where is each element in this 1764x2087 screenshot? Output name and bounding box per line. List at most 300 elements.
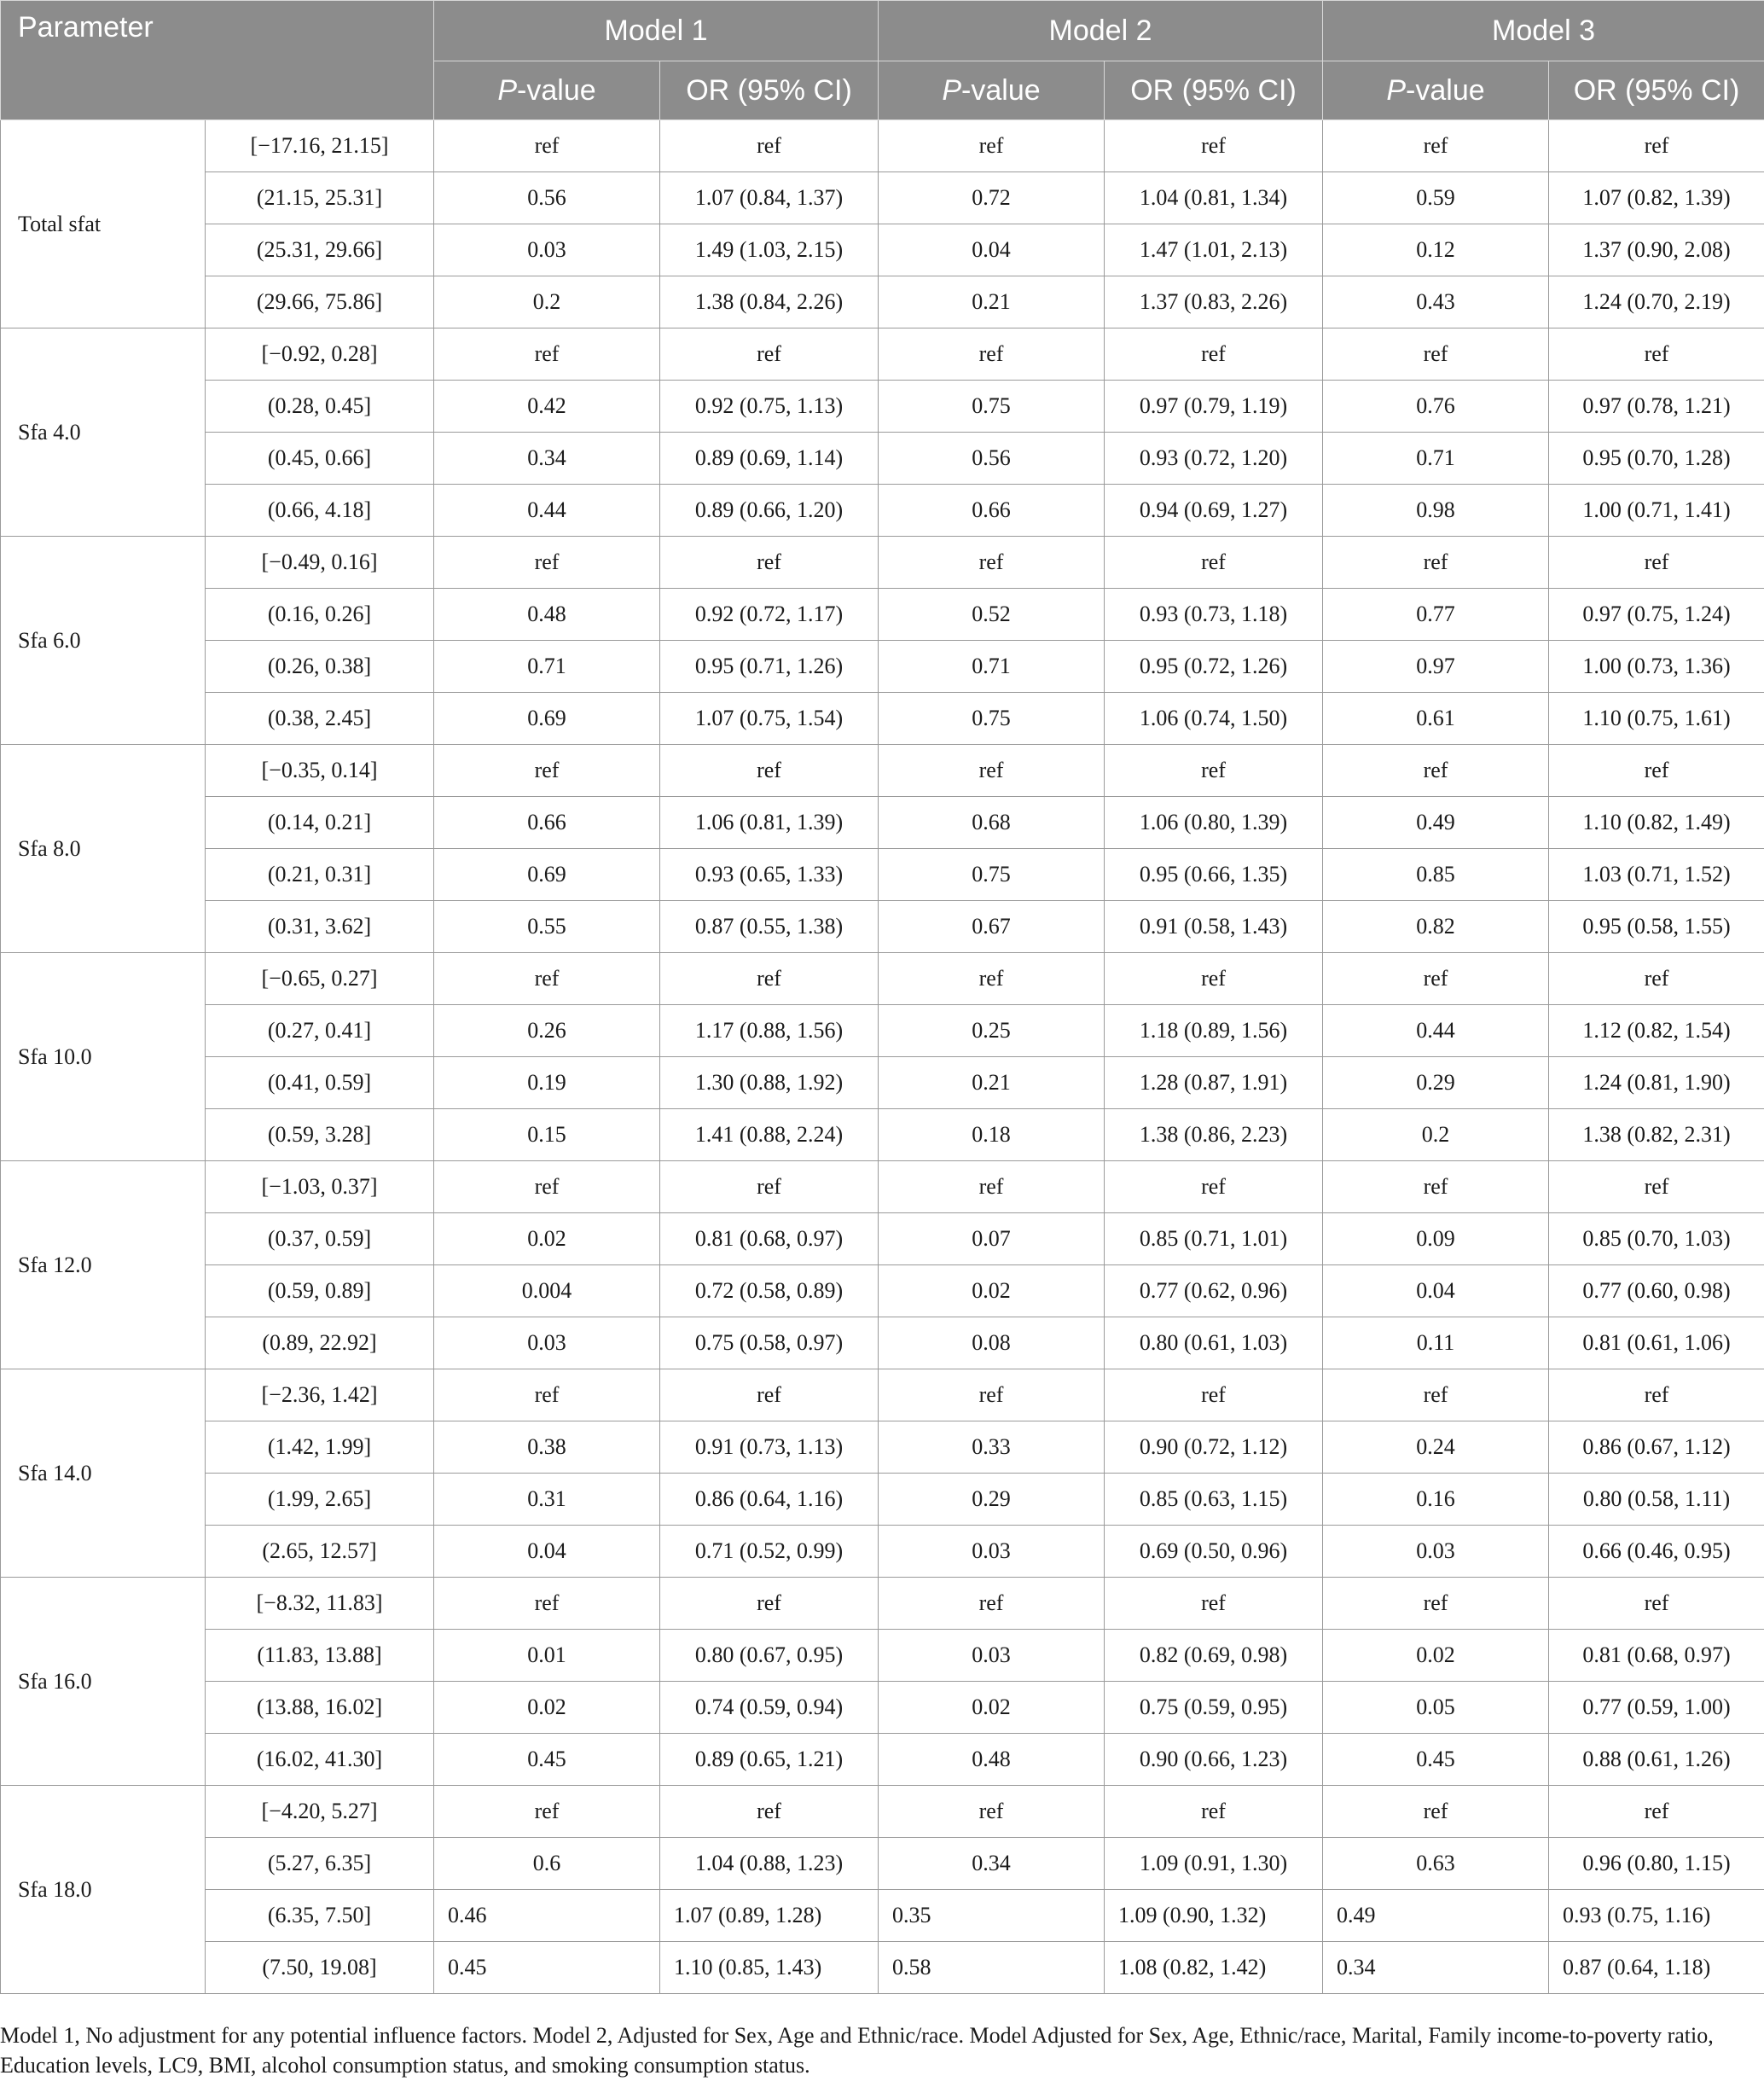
or-ci-cell: 1.30 (0.88, 1.92) — [660, 1057, 879, 1109]
header-pvalue: P-value — [879, 61, 1105, 120]
table-body — [1, 120, 1764, 1994]
range-cell: (0.16, 0.26] — [206, 589, 434, 641]
or-ci-cell: 0.95 (0.66, 1.35) — [1105, 849, 1323, 901]
or-ci-cell: 0.85 (0.71, 1.01) — [1105, 1213, 1323, 1265]
or-ci-cell: 0.75 (0.58, 0.97) — [660, 1317, 879, 1369]
table-row — [1, 745, 1764, 797]
or-ci-cell: 0.89 (0.66, 1.20) — [660, 485, 879, 537]
range-cell: [−1.03, 0.37] — [206, 1161, 434, 1213]
pvalue-cell: ref — [434, 1369, 660, 1421]
or-ci-cell: 0.89 (0.69, 1.14) — [660, 433, 879, 485]
or-ci-cell: 0.82 (0.69, 0.98) — [1105, 1630, 1323, 1682]
table-header — [1, 1, 1764, 120]
header-or-ci: OR (95% CI) — [1549, 61, 1764, 120]
or-ci-cell: ref — [1105, 120, 1323, 172]
or-ci-cell: 0.81 (0.68, 0.97) — [1549, 1630, 1764, 1682]
or-ci-cell: 1.37 (0.90, 2.08) — [1549, 224, 1764, 276]
or-ci-cell: 0.96 (0.80, 1.15) — [1549, 1838, 1764, 1890]
pvalue-cell: 0.21 — [879, 1057, 1105, 1109]
pvalue-cell: 0.44 — [1323, 1005, 1549, 1057]
pvalue-cell: 0.82 — [1323, 901, 1549, 953]
or-ci-cell: 0.85 (0.63, 1.15) — [1105, 1474, 1323, 1526]
pvalue-cell: 0.46 — [434, 1890, 660, 1942]
pvalue-cell: 0.76 — [1323, 381, 1549, 433]
table-row — [1, 1005, 1764, 1057]
or-ci-cell: 0.90 (0.66, 1.23) — [1105, 1734, 1323, 1786]
range-cell: [−8.32, 11.83] — [206, 1578, 434, 1630]
or-ci-cell: 1.03 (0.71, 1.52) — [1549, 849, 1764, 901]
pvalue-cell: 0.08 — [879, 1317, 1105, 1369]
table-row — [1, 328, 1764, 381]
pvalue-cell: 0.02 — [434, 1682, 660, 1734]
or-ci-cell: ref — [1549, 1161, 1764, 1213]
or-ci-cell: 0.81 (0.68, 0.97) — [660, 1213, 879, 1265]
pvalue-cell: 0.85 — [1323, 849, 1549, 901]
table-row — [1, 433, 1764, 485]
range-cell: (5.27, 6.35] — [206, 1838, 434, 1890]
or-ci-cell: 1.07 (0.82, 1.39) — [1549, 172, 1764, 224]
or-ci-cell: 1.12 (0.82, 1.54) — [1549, 1005, 1764, 1057]
range-cell: [−0.35, 0.14] — [206, 745, 434, 797]
pvalue-cell: 0.49 — [1323, 797, 1549, 849]
or-ci-cell: ref — [1105, 953, 1323, 1005]
or-ci-cell: 0.74 (0.59, 0.94) — [660, 1682, 879, 1734]
or-ci-cell: 0.87 (0.55, 1.38) — [660, 901, 879, 953]
header-model-3: Model 3 — [1323, 1, 1764, 61]
or-ci-cell: 1.06 (0.80, 1.39) — [1105, 797, 1323, 849]
pvalue-cell: 0.34 — [434, 433, 660, 485]
pvalue-cell: 0.16 — [1323, 1474, 1549, 1526]
or-ci-cell: ref — [660, 1578, 879, 1630]
group-label: Sfa 16.0 — [1, 1578, 206, 1786]
or-ci-cell: 0.92 (0.72, 1.17) — [660, 589, 879, 641]
or-ci-cell: 0.91 (0.73, 1.13) — [660, 1421, 879, 1474]
table-row — [1, 381, 1764, 433]
pvalue-cell: ref — [434, 537, 660, 589]
pvalue-cell: 0.77 — [1323, 589, 1549, 641]
range-cell: [−4.20, 5.27] — [206, 1786, 434, 1838]
pvalue-cell: 0.2 — [1323, 1109, 1549, 1161]
pvalue-cell: 0.24 — [1323, 1421, 1549, 1474]
header-model-1: Model 1 — [434, 1, 879, 61]
pvalue-cell: ref — [879, 1578, 1105, 1630]
range-cell: (0.59, 3.28] — [206, 1109, 434, 1161]
range-cell: (0.89, 22.92] — [206, 1317, 434, 1369]
pvalue-cell: 0.49 — [1323, 1890, 1549, 1942]
range-cell: (21.15, 25.31] — [206, 172, 434, 224]
pvalue-cell: 0.67 — [879, 901, 1105, 953]
or-ci-cell: 0.88 (0.61, 1.26) — [1549, 1734, 1764, 1786]
header-or-ci: OR (95% CI) — [1105, 61, 1323, 120]
or-ci-cell: 1.37 (0.83, 2.26) — [1105, 276, 1323, 328]
pvalue-cell: 0.71 — [434, 641, 660, 693]
header-model-2: Model 2 — [879, 1, 1323, 61]
range-cell: [−0.92, 0.28] — [206, 328, 434, 381]
or-ci-cell: ref — [1105, 328, 1323, 381]
table-row — [1, 1421, 1764, 1474]
or-ci-cell: 0.80 (0.58, 1.11) — [1549, 1474, 1764, 1526]
table-row — [1, 1734, 1764, 1786]
range-cell: (25.31, 29.66] — [206, 224, 434, 276]
pvalue-cell: 0.15 — [434, 1109, 660, 1161]
group-label: Sfa 18.0 — [1, 1786, 206, 1994]
or-ci-cell: ref — [1105, 1786, 1323, 1838]
pvalue-cell: ref — [434, 1161, 660, 1213]
group-label: Sfa 4.0 — [1, 328, 206, 537]
header-parameter: Parameter — [1, 1, 434, 120]
pvalue-cell: ref — [434, 1578, 660, 1630]
pvalue-cell: 0.71 — [1323, 433, 1549, 485]
pvalue-cell: 0.61 — [1323, 693, 1549, 745]
pvalue-cell: 0.31 — [434, 1474, 660, 1526]
or-ci-cell: ref — [660, 1369, 879, 1421]
header-pvalue: P-value — [434, 61, 660, 120]
pvalue-cell: 0.01 — [434, 1630, 660, 1682]
table-row — [1, 1161, 1764, 1213]
pvalue-cell: 0.34 — [879, 1838, 1105, 1890]
table-row — [1, 1682, 1764, 1734]
pvalue-cell: 0.25 — [879, 1005, 1105, 1057]
or-ci-cell: 0.94 (0.69, 1.27) — [1105, 485, 1323, 537]
or-ci-cell: 0.77 (0.62, 0.96) — [1105, 1265, 1323, 1317]
pvalue-cell: ref — [879, 1369, 1105, 1421]
pvalue-cell: 0.48 — [879, 1734, 1105, 1786]
or-ci-cell: 1.24 (0.70, 2.19) — [1549, 276, 1764, 328]
pvalue-cell: ref — [879, 1161, 1105, 1213]
pvalue-cell: 0.18 — [879, 1109, 1105, 1161]
pvalue-cell: 0.29 — [879, 1474, 1105, 1526]
or-ci-cell: 0.69 (0.50, 0.96) — [1105, 1526, 1323, 1578]
table-row — [1, 953, 1764, 1005]
or-ci-cell: ref — [1549, 1578, 1764, 1630]
or-ci-cell: ref — [1105, 1369, 1323, 1421]
pvalue-cell: 0.69 — [434, 693, 660, 745]
pvalue-cell: 0.004 — [434, 1265, 660, 1317]
or-ci-cell: 0.95 (0.71, 1.26) — [660, 641, 879, 693]
pvalue-cell: ref — [879, 120, 1105, 172]
or-ci-cell: 1.07 (0.75, 1.54) — [660, 693, 879, 745]
or-ci-cell: 0.86 (0.67, 1.12) — [1549, 1421, 1764, 1474]
or-ci-cell: 1.24 (0.81, 1.90) — [1549, 1057, 1764, 1109]
table-row — [1, 1942, 1764, 1994]
range-cell: (0.28, 0.45] — [206, 381, 434, 433]
pvalue-cell: 0.04 — [434, 1526, 660, 1578]
table-row — [1, 901, 1764, 953]
or-ci-cell: 1.04 (0.88, 1.23) — [660, 1838, 879, 1890]
group-label: Sfa 6.0 — [1, 537, 206, 745]
group-label: Sfa 14.0 — [1, 1369, 206, 1578]
or-ci-cell: 1.49 (1.03, 2.15) — [660, 224, 879, 276]
or-ci-cell: ref — [1105, 1578, 1323, 1630]
pvalue-cell: 0.69 — [434, 849, 660, 901]
pvalue-cell: 0.04 — [1323, 1265, 1549, 1317]
pvalue-cell: 0.56 — [879, 433, 1105, 485]
range-cell: (13.88, 16.02] — [206, 1682, 434, 1734]
pvalue-cell: 0.03 — [1323, 1526, 1549, 1578]
header-or-ci: OR (95% CI) — [660, 61, 879, 120]
pvalue-cell: 0.34 — [1323, 1942, 1549, 1994]
table-row — [1, 1265, 1764, 1317]
group-label: Total sfat — [1, 120, 206, 328]
or-ci-cell: 0.66 (0.46, 0.95) — [1549, 1526, 1764, 1578]
range-cell: (16.02, 41.30] — [206, 1734, 434, 1786]
or-ci-cell: ref — [1549, 953, 1764, 1005]
or-ci-cell: 1.09 (0.91, 1.30) — [1105, 1838, 1323, 1890]
range-cell: (1.42, 1.99] — [206, 1421, 434, 1474]
or-ci-cell: 0.80 (0.67, 0.95) — [660, 1630, 879, 1682]
or-ci-cell: 1.00 (0.73, 1.36) — [1549, 641, 1764, 693]
table-row — [1, 1369, 1764, 1421]
pvalue-cell: 0.02 — [1323, 1630, 1549, 1682]
or-ci-cell: 1.07 (0.84, 1.37) — [660, 172, 879, 224]
pvalue-cell: 0.35 — [879, 1890, 1105, 1942]
or-ci-cell: ref — [1549, 328, 1764, 381]
or-ci-cell: 0.97 (0.75, 1.24) — [1549, 589, 1764, 641]
pvalue-cell: 0.72 — [879, 172, 1105, 224]
table-row — [1, 849, 1764, 901]
or-ci-cell: 1.17 (0.88, 1.56) — [660, 1005, 879, 1057]
range-cell: (7.50, 19.08] — [206, 1942, 434, 1994]
or-ci-cell: 1.38 (0.86, 2.23) — [1105, 1109, 1323, 1161]
or-ci-cell: 0.97 (0.79, 1.19) — [1105, 381, 1323, 433]
or-ci-cell: 0.93 (0.72, 1.20) — [1105, 433, 1323, 485]
range-cell: [−17.16, 21.15] — [206, 120, 434, 172]
pvalue-cell: 0.56 — [434, 172, 660, 224]
pvalue-cell: ref — [434, 120, 660, 172]
table-row — [1, 1109, 1764, 1161]
range-cell: (0.14, 0.21] — [206, 797, 434, 849]
or-ci-cell: 0.72 (0.58, 0.89) — [660, 1265, 879, 1317]
or-ci-cell: 0.90 (0.72, 1.12) — [1105, 1421, 1323, 1474]
or-ci-cell: ref — [660, 1786, 879, 1838]
table-row — [1, 641, 1764, 693]
or-ci-cell: 0.93 (0.65, 1.33) — [660, 849, 879, 901]
range-cell: (0.31, 3.62] — [206, 901, 434, 953]
or-ci-cell: 1.10 (0.75, 1.61) — [1549, 693, 1764, 745]
or-ci-cell: 1.28 (0.87, 1.91) — [1105, 1057, 1323, 1109]
group-label: Sfa 12.0 — [1, 1161, 206, 1369]
or-ci-cell: 0.97 (0.78, 1.21) — [1549, 381, 1764, 433]
pvalue-cell: 0.75 — [879, 381, 1105, 433]
or-ci-cell: ref — [1549, 120, 1764, 172]
pvalue-cell: 0.02 — [879, 1265, 1105, 1317]
or-ci-cell: 1.06 (0.74, 1.50) — [1105, 693, 1323, 745]
range-cell: (0.41, 0.59] — [206, 1057, 434, 1109]
pvalue-cell: ref — [1323, 537, 1549, 589]
table-footnote: Model 1, No adjustment for any potential influence factors. Model 2, Adjusted for Sex, Age and Ethnic/race. Model Adjusted for Sex, Age, Ethnic/race, Marital, Family income-to-poverty ratio, Education levels, LC9, BMI, alcohol consumption status, and smoking consumption status. — [0, 2023, 1714, 2078]
or-ci-cell: 1.38 (0.84, 2.26) — [660, 276, 879, 328]
range-cell: [−0.65, 0.27] — [206, 953, 434, 1005]
or-ci-cell: 0.95 (0.70, 1.28) — [1549, 433, 1764, 485]
pvalue-cell: ref — [1323, 1369, 1549, 1421]
pvalue-cell: 0.68 — [879, 797, 1105, 849]
or-ci-cell: 1.47 (1.01, 2.13) — [1105, 224, 1323, 276]
header-pvalue: P-value — [1323, 61, 1549, 120]
or-ci-cell: 1.10 (0.85, 1.43) — [660, 1942, 879, 1994]
table-row — [1, 1057, 1764, 1109]
table-row — [1, 1578, 1764, 1630]
table-row — [1, 172, 1764, 224]
range-cell: (0.37, 0.59] — [206, 1213, 434, 1265]
or-ci-cell: ref — [1105, 1161, 1323, 1213]
or-ci-cell: 0.89 (0.65, 1.21) — [660, 1734, 879, 1786]
pvalue-cell: 0.43 — [1323, 276, 1549, 328]
or-ci-cell: ref — [1105, 537, 1323, 589]
or-ci-cell: 0.87 (0.64, 1.18) — [1549, 1942, 1764, 1994]
pvalue-cell: 0.21 — [879, 276, 1105, 328]
pvalue-cell: 0.03 — [879, 1630, 1105, 1682]
pvalue-cell: 0.29 — [1323, 1057, 1549, 1109]
or-ci-cell: 0.77 (0.60, 0.98) — [1549, 1265, 1764, 1317]
pvalue-cell: 0.6 — [434, 1838, 660, 1890]
or-ci-cell: 0.77 (0.59, 1.00) — [1549, 1682, 1764, 1734]
table-row — [1, 1786, 1764, 1838]
pvalue-cell: 0.63 — [1323, 1838, 1549, 1890]
pvalue-cell: ref — [1323, 328, 1549, 381]
or-ci-cell: ref — [1549, 745, 1764, 797]
pvalue-cell: ref — [1323, 953, 1549, 1005]
pvalue-cell: 0.58 — [879, 1942, 1105, 1994]
or-ci-cell: 0.75 (0.59, 0.95) — [1105, 1682, 1323, 1734]
table-row — [1, 1474, 1764, 1526]
group-label: Sfa 8.0 — [1, 745, 206, 953]
range-cell: (0.66, 4.18] — [206, 485, 434, 537]
or-ci-cell: 0.81 (0.61, 1.06) — [1549, 1317, 1764, 1369]
pvalue-cell: 0.98 — [1323, 485, 1549, 537]
range-cell: (0.27, 0.41] — [206, 1005, 434, 1057]
or-ci-cell: ref — [1549, 1786, 1764, 1838]
pvalue-cell: 0.2 — [434, 276, 660, 328]
table-row — [1, 693, 1764, 745]
pvalue-cell: 0.11 — [1323, 1317, 1549, 1369]
pvalue-cell: 0.75 — [879, 849, 1105, 901]
or-ci-cell: ref — [660, 745, 879, 797]
pvalue-cell: 0.05 — [1323, 1682, 1549, 1734]
pvalue-cell: ref — [879, 328, 1105, 381]
pvalue-cell: ref — [879, 1786, 1105, 1838]
or-ci-cell: 0.91 (0.58, 1.43) — [1105, 901, 1323, 953]
range-cell: [−2.36, 1.42] — [206, 1369, 434, 1421]
pvalue-cell: 0.45 — [1323, 1734, 1549, 1786]
pvalue-cell: 0.04 — [879, 224, 1105, 276]
pvalue-cell: 0.44 — [434, 485, 660, 537]
pvalue-cell: 0.75 — [879, 693, 1105, 745]
range-cell: (2.65, 12.57] — [206, 1526, 434, 1578]
pvalue-cell: 0.38 — [434, 1421, 660, 1474]
pvalue-cell: ref — [434, 745, 660, 797]
or-ci-cell: ref — [660, 953, 879, 1005]
pvalue-cell: 0.33 — [879, 1421, 1105, 1474]
pvalue-cell: 0.45 — [434, 1734, 660, 1786]
pvalue-cell: 0.02 — [434, 1213, 660, 1265]
pvalue-cell: 0.45 — [434, 1942, 660, 1994]
or-ci-cell: 0.86 (0.64, 1.16) — [660, 1474, 879, 1526]
table-row — [1, 537, 1764, 589]
pvalue-cell: ref — [1323, 1786, 1549, 1838]
pvalue-cell: 0.03 — [879, 1526, 1105, 1578]
table-row — [1, 485, 1764, 537]
table-row — [1, 1838, 1764, 1890]
group-label: Sfa 10.0 — [1, 953, 206, 1161]
pvalue-cell: 0.55 — [434, 901, 660, 953]
or-ci-cell: ref — [660, 537, 879, 589]
pvalue-cell: ref — [1323, 745, 1549, 797]
or-ci-cell: 1.04 (0.81, 1.34) — [1105, 172, 1323, 224]
or-ci-cell: 0.93 (0.75, 1.16) — [1549, 1890, 1764, 1942]
or-ci-cell: ref — [660, 328, 879, 381]
pvalue-cell: ref — [879, 745, 1105, 797]
or-ci-cell: 1.18 (0.89, 1.56) — [1105, 1005, 1323, 1057]
pvalue-cell: 0.59 — [1323, 172, 1549, 224]
or-ci-cell: 0.85 (0.70, 1.03) — [1549, 1213, 1764, 1265]
pvalue-cell: 0.52 — [879, 589, 1105, 641]
table-row — [1, 1526, 1764, 1578]
table-row — [1, 1317, 1764, 1369]
or-ci-cell: 1.10 (0.82, 1.49) — [1549, 797, 1764, 849]
pvalue-cell: 0.12 — [1323, 224, 1549, 276]
range-cell: (6.35, 7.50] — [206, 1890, 434, 1942]
or-ci-cell: 1.08 (0.82, 1.42) — [1105, 1942, 1323, 1994]
table-row — [1, 1213, 1764, 1265]
pvalue-cell: ref — [1323, 1161, 1549, 1213]
or-ci-cell: 0.95 (0.58, 1.55) — [1549, 901, 1764, 953]
pvalue-cell: 0.07 — [879, 1213, 1105, 1265]
or-ci-cell: 0.92 (0.75, 1.13) — [660, 381, 879, 433]
pvalue-cell: 0.71 — [879, 641, 1105, 693]
or-ci-cell: 0.93 (0.73, 1.18) — [1105, 589, 1323, 641]
table-row — [1, 797, 1764, 849]
table-row — [1, 276, 1764, 328]
table-row — [1, 120, 1764, 172]
table-row — [1, 1630, 1764, 1682]
range-cell: (0.26, 0.38] — [206, 641, 434, 693]
or-ci-cell: ref — [1549, 1369, 1764, 1421]
range-cell: (0.45, 0.66] — [206, 433, 434, 485]
or-ci-cell: 0.95 (0.72, 1.26) — [1105, 641, 1323, 693]
range-cell: (0.38, 2.45] — [206, 693, 434, 745]
range-cell: (0.59, 0.89] — [206, 1265, 434, 1317]
pvalue-cell: 0.66 — [434, 797, 660, 849]
or-ci-cell: ref — [660, 120, 879, 172]
pvalue-cell: 0.03 — [434, 224, 660, 276]
pvalue-cell: 0.03 — [434, 1317, 660, 1369]
pvalue-cell: ref — [434, 328, 660, 381]
or-ci-cell: 0.71 (0.52, 0.99) — [660, 1526, 879, 1578]
pvalue-cell: 0.09 — [1323, 1213, 1549, 1265]
pvalue-cell: 0.26 — [434, 1005, 660, 1057]
pvalue-cell: ref — [879, 953, 1105, 1005]
range-cell: (0.21, 0.31] — [206, 849, 434, 901]
or-ci-cell: 0.80 (0.61, 1.03) — [1105, 1317, 1323, 1369]
pvalue-cell: 0.97 — [1323, 641, 1549, 693]
or-ci-cell: 1.00 (0.71, 1.41) — [1549, 485, 1764, 537]
pvalue-cell: ref — [434, 1786, 660, 1838]
or-ci-cell: 1.07 (0.89, 1.28) — [660, 1890, 879, 1942]
pvalue-cell: 0.48 — [434, 589, 660, 641]
pvalue-cell: 0.42 — [434, 381, 660, 433]
range-cell: (1.99, 2.65] — [206, 1474, 434, 1526]
pvalue-cell: ref — [879, 537, 1105, 589]
table-row — [1, 589, 1764, 641]
range-cell: (29.66, 75.86] — [206, 276, 434, 328]
or-ci-cell: 1.06 (0.81, 1.39) — [660, 797, 879, 849]
or-ci-cell: ref — [660, 1161, 879, 1213]
or-ci-cell: 1.41 (0.88, 2.24) — [660, 1109, 879, 1161]
or-ci-cell: ref — [1549, 537, 1764, 589]
or-ci-cell: 1.09 (0.90, 1.32) — [1105, 1890, 1323, 1942]
range-cell: (11.83, 13.88] — [206, 1630, 434, 1682]
pvalue-cell: ref — [1323, 1578, 1549, 1630]
